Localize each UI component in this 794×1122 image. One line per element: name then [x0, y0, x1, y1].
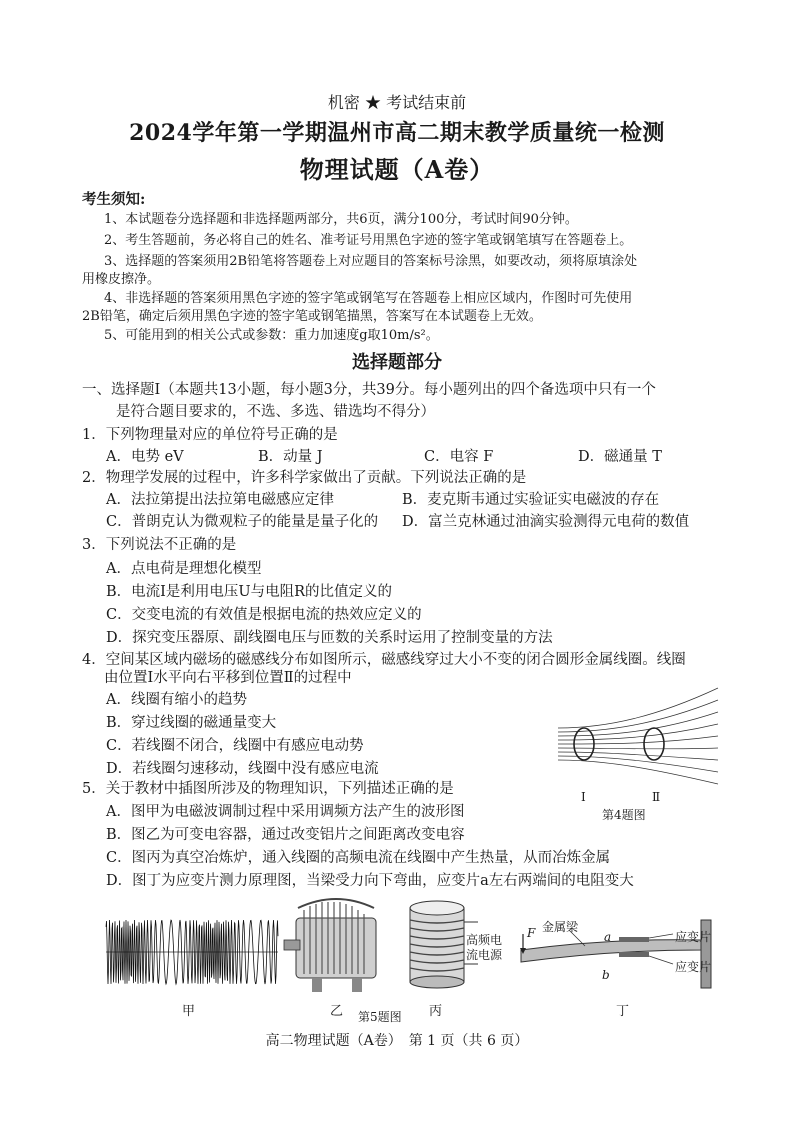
figure-label-ding: 丁 — [616, 1004, 630, 1019]
option-c: C．交变电流的有效值是根据电流的热效应定义的 — [106, 607, 422, 623]
notice-item: 2B铅笔，确定后须用黑色字迹的签字笔或钢笔描黑，答案写在本试题卷上无效。 — [82, 309, 542, 324]
notice-heading: 考生须知: — [82, 191, 146, 208]
magnetic-field-figure — [548, 678, 724, 786]
gauge-a — [619, 937, 649, 942]
field-line — [558, 752, 718, 760]
option-b: B．麦克斯韦通过实验证实电磁波的存在 — [402, 492, 660, 508]
notice-item: 1、本试题卷分选择题和非选择题两部分，共6页，满分100分，考试时间90分钟。 — [104, 212, 578, 227]
hf-source-label-line1: 高频电 — [466, 933, 503, 947]
option-c: C．电容 F — [424, 449, 494, 465]
hf-source-label-line2: 流电源 — [466, 948, 503, 962]
gauge-b — [619, 952, 649, 957]
option-c: C．若线圈不闭合，线圈中有感应电动势 — [106, 738, 364, 754]
option-c: C．普朗克认为微观粒子的能量是量子化的 — [106, 514, 379, 530]
option-d: D．若线圈匀速移动，线圈中没有感应电流 — [106, 761, 379, 777]
figure-caption: 第4题图 — [602, 808, 646, 822]
question-stem: 3．下列说法不正确的是 — [82, 537, 237, 553]
field-line — [558, 748, 718, 749]
gauge-label: 应变片 — [675, 930, 712, 944]
field-line — [558, 688, 718, 728]
figure-caption: 第5题图 — [358, 1010, 402, 1024]
notice-item: 4、非选择题的答案须用黑色字迹的签字笔或钢笔写在答题卷上相应区域内，作图时可先使用 — [104, 291, 633, 306]
page-footer: 高二物理试题（A卷） 第 1 页（共 6 页） — [265, 1033, 529, 1049]
coil-position-2 — [644, 728, 664, 760]
beam-label: 金属梁 — [542, 920, 579, 934]
position-2-label: Ⅱ — [652, 790, 661, 804]
confidential-mark: 机密 ★ 考试结束前 — [327, 93, 467, 112]
exam-subtitle: 物理试题（A卷） — [299, 155, 495, 184]
option-d: D．探究变压器原、副线圈电压与匝数的关系时运用了控制变量的方法 — [106, 630, 553, 646]
notice-item: 用橡皮擦净。 — [82, 272, 161, 287]
part-instruction: 一、选择题Ⅰ（本题共13小题，每小题3分，共39分。每小题列出的四个备选项中只有一个 — [82, 382, 656, 398]
gauge-label: 应变片 — [675, 960, 712, 974]
question-stem: 5．关于教材中插图所涉及的物理知识，下列描述正确的是 — [82, 781, 454, 797]
gauge-a-label: a — [604, 930, 612, 944]
field-line — [558, 724, 718, 740]
option-a: A．图甲为电磁波调制过程中采用调频方法产生的波形图 — [106, 804, 465, 820]
notice-item: 2、考生答题前，务必将自己的姓名、准考证号用黑色字迹的签字笔或钢笔填写在答题卷上。 — [104, 233, 633, 248]
figure-label-yi: 乙 — [330, 1004, 344, 1019]
option-a: A．电势 eV — [106, 449, 184, 465]
field-line — [558, 760, 718, 784]
notice-item: 3、选择题的答案须用2B铅笔将答题卷上对应题目的答案标号涂黑，如要改动，须将原填涂处 — [104, 254, 638, 269]
option-b: B．穿过线圈的磁通量变大 — [106, 715, 277, 731]
figure-label-bing: 丙 — [429, 1004, 443, 1019]
option-a: A．线圈有缩小的趋势 — [106, 692, 247, 708]
section-title: 选择题部分 — [352, 352, 442, 373]
option-d: D．图丁为应变片测力原理图，当梁受力向下弯曲，应变片a左右两端间的电阻变大 — [106, 873, 634, 889]
option-a: A．法拉第提出法拉第电磁感应定律 — [106, 492, 334, 508]
option-d: D．磁通量 T — [578, 449, 662, 465]
option-b: B．图乙为可变电容器，通过改变铝片之间距离改变电容 — [106, 827, 465, 843]
option-c: C．图丙为真空冶炼炉，通入线圈的高频电流在线圈中产生热量，从而冶炼金属 — [106, 850, 611, 866]
notice-item: 5、可能用到的相关公式或参数：重力加速度g取10m/s²。 — [104, 328, 439, 343]
option-a: A．点电荷是理想化模型 — [106, 561, 262, 577]
question-stem: 1．下列物理量对应的单位符号正确的是 — [82, 427, 338, 443]
position-1-label: Ⅰ — [581, 790, 586, 804]
figure-label-jia: 甲 — [182, 1004, 196, 1019]
variable-capacitor-figure — [282, 888, 392, 998]
part-instruction: 是符合题目要求的，不选、多选、错选均不得分） — [116, 404, 435, 420]
fm-waveform-figure — [104, 912, 280, 992]
question-stem: 4．空间某区域内磁场的磁感线分布如图所示，磁感线穿过大小不变的闭合圆形金属线圈。线圈 — [82, 652, 686, 668]
option-d: D．富兰克林通过油滴实验测得元电荷的数值 — [402, 514, 690, 530]
force-label: F — [527, 926, 536, 940]
exam-title: 2024学年第一学期温州市高二期末教学质量统一检测 — [129, 120, 665, 146]
option-b: B．电流I是利用电压U与电阻R的比值定义的 — [106, 584, 393, 600]
question-stem: 2．物理学发展的过程中，许多科学家做出了贡献。下列说法正确的是 — [82, 470, 527, 486]
option-b: B．动量 J — [258, 449, 323, 465]
question-stem: 由位置Ⅰ水平向右平移到位置Ⅱ的过程中 — [104, 670, 352, 686]
gauge-b-label: b — [602, 968, 610, 982]
